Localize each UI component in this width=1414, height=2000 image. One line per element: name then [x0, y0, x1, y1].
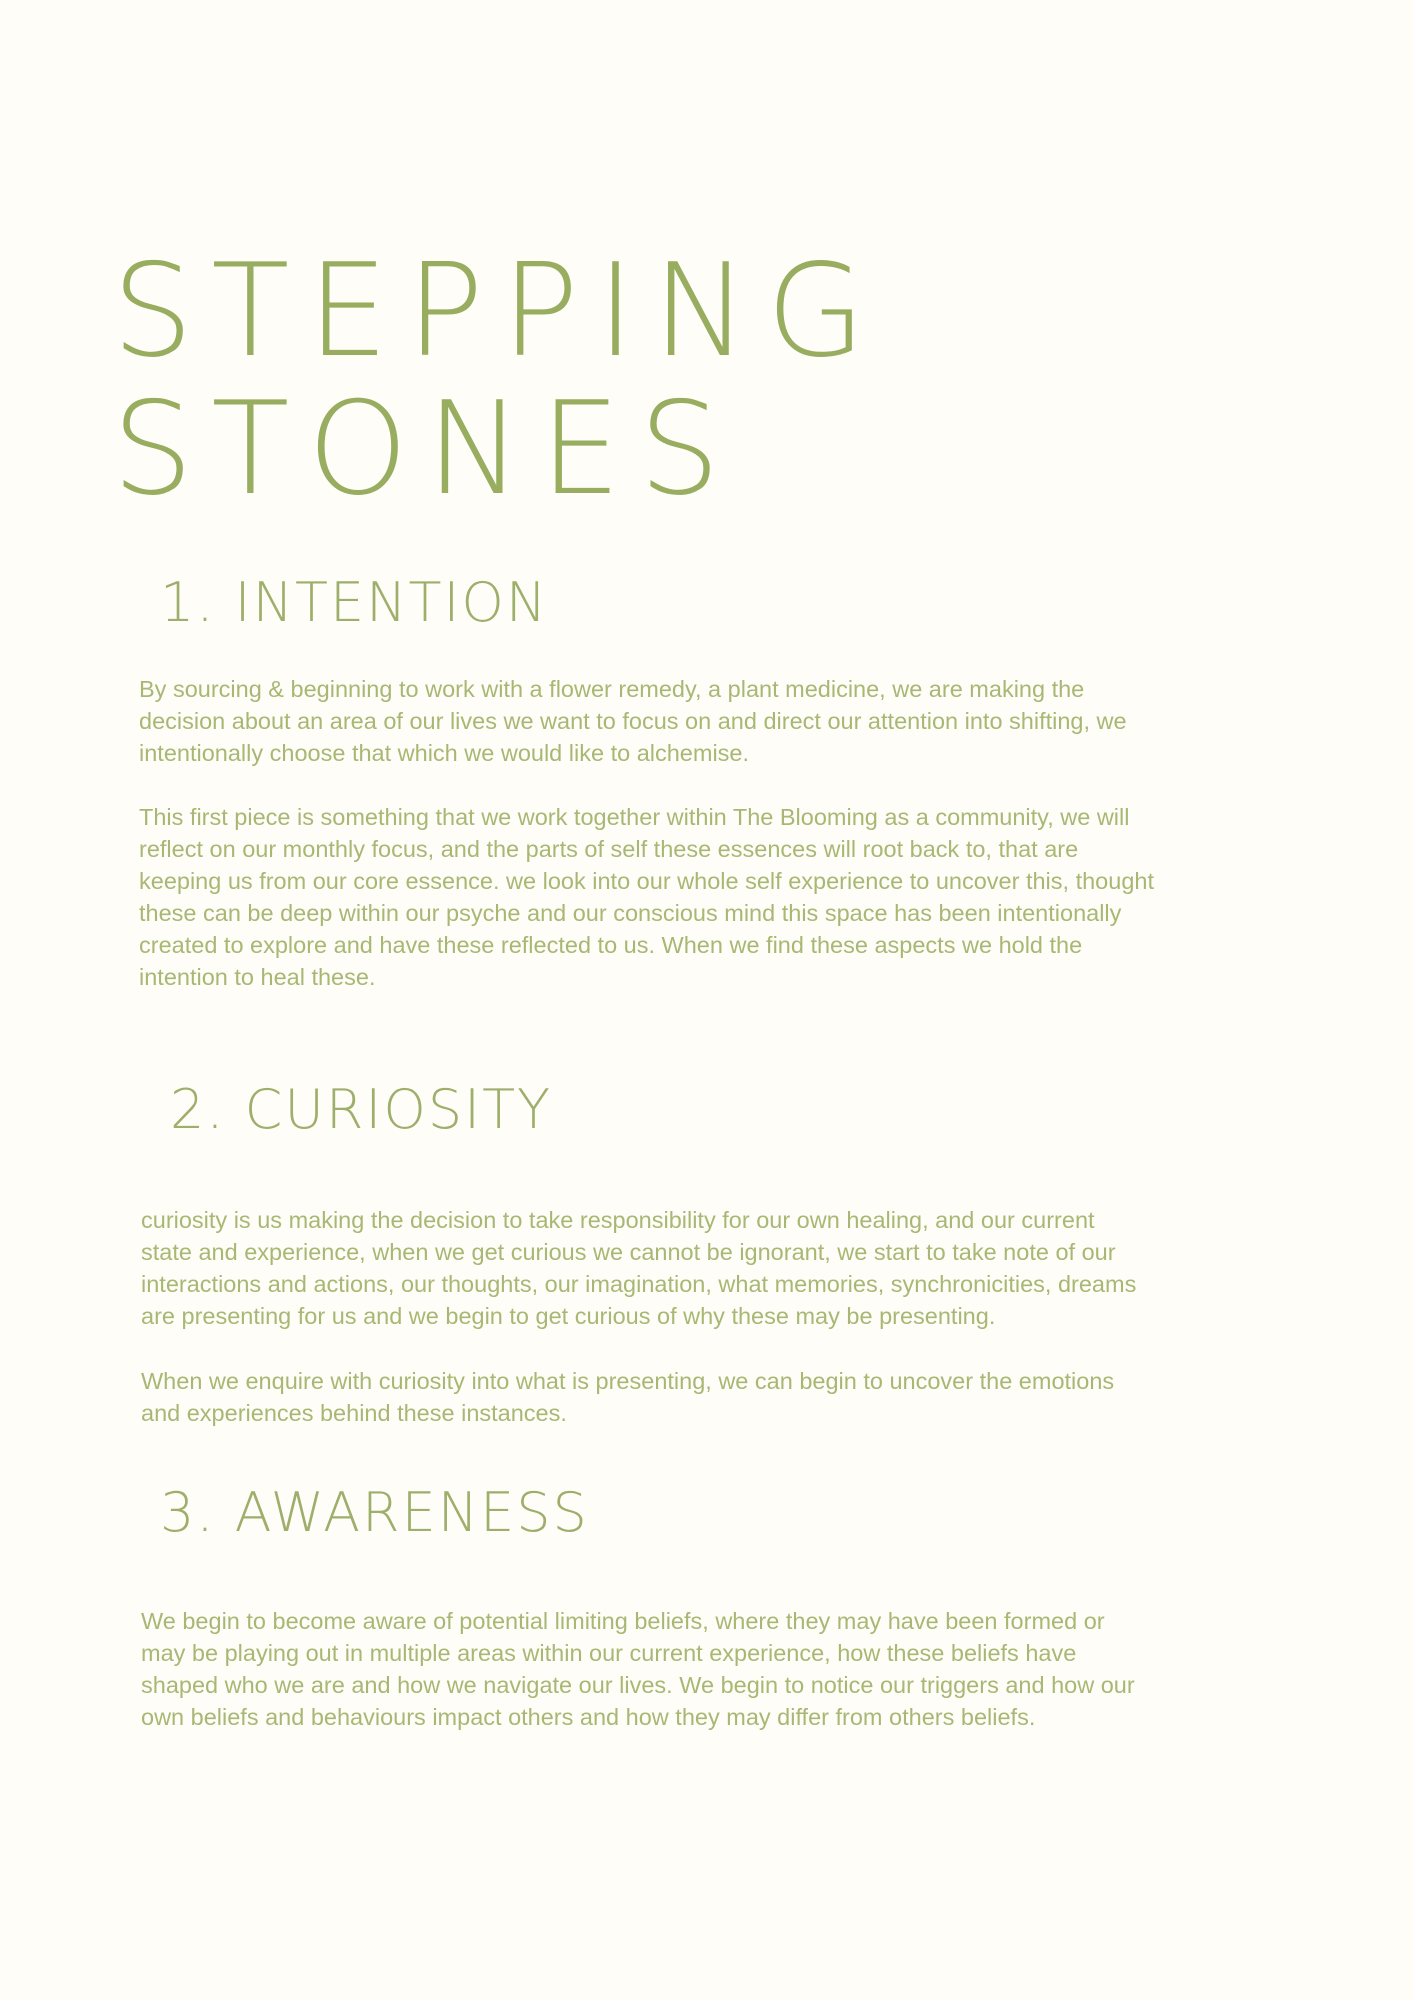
text-line: state and experience, when we get curious we cannot be ignorant, we start to take note of our: [141, 1239, 1116, 1265]
text-line: shaped who we are and how we navigate our lives. We begin to notice our triggers and how our: [141, 1672, 1135, 1698]
page-title-line-2: STONES: [112, 375, 739, 524]
text-line: reflect on our monthly focus, and the parts of self these essences will root back to, that are: [139, 836, 1079, 862]
text-line: By sourcing & beginning to work with a flower remedy, a plant medicine, we are making the: [139, 676, 1085, 702]
intention-paragraph-2: [139, 801, 1339, 993]
text-line: curiosity is us making the decision to take responsibility for our own healing, and our current: [141, 1207, 1095, 1233]
text-line: these can be deep within our psyche and our conscious mind this space has been intentionally: [139, 900, 1122, 926]
curiosity-paragraph-2: [141, 1365, 1341, 1429]
text-line: This first piece is something that we work together within The Blooming as a community, we will: [139, 804, 1130, 830]
text-line: intention to heal these.: [139, 964, 376, 990]
text-line: may be playing out in multiple areas within our current experience, how these beliefs have: [141, 1640, 1077, 1666]
text-line: and experiences behind these instances.: [141, 1400, 567, 1426]
text-line: When we enquire with curiosity into what is presenting, we can begin to uncover the emotions: [141, 1368, 1115, 1394]
text-line: We begin to become aware of potential limiting beliefs, where they may have been formed or: [141, 1608, 1105, 1634]
curiosity-paragraph-1: [141, 1204, 1341, 1332]
text-line: intentionally choose that which we would like to alchemise.: [139, 740, 750, 766]
text-line: own beliefs and behaviours impact others and how they may differ from others beliefs.: [141, 1704, 1036, 1730]
intention-paragraph-1: [139, 673, 1339, 769]
section-heading-intention: 1. INTENTION: [160, 571, 549, 634]
page-title-line-1: STEPPING: [112, 237, 884, 386]
text-line: are presenting for us and we begin to get curious of why these may be presenting.: [141, 1303, 996, 1329]
text-line: decision about an area of our lives we want to focus on and direct our attention into shifting, we: [139, 708, 1127, 734]
awareness-paragraph-1: [141, 1605, 1341, 1733]
section-heading-curiosity: 2. CURIOSITY: [170, 1078, 553, 1141]
text-line: interactions and actions, our thoughts, our imagination, what memories, synchronicities, dreams: [141, 1271, 1137, 1297]
text-line: keeping us from our core essence. we look into our whole self experience to uncover this, thought: [139, 868, 1154, 894]
section-heading-awareness: 3. AWARENESS: [160, 1481, 589, 1544]
text-line: created to explore and have these reflected to us. When we find these aspects we hold the: [139, 932, 1083, 958]
